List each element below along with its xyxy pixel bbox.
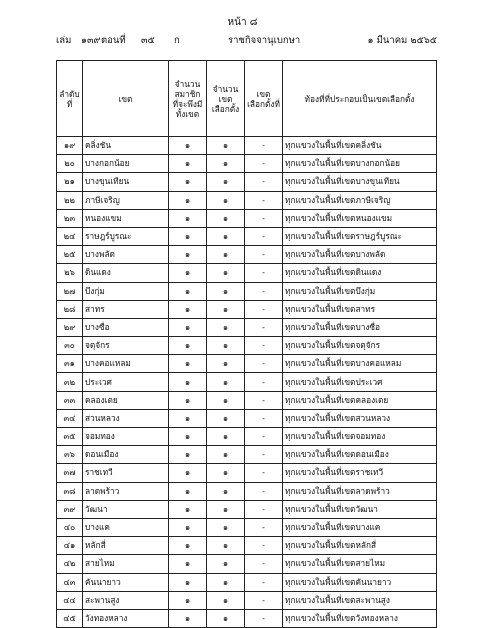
cell-order: ๓๘ (57, 482, 83, 500)
section-letter: ก (174, 35, 180, 46)
cell-district: บางกอกน้อย (83, 155, 169, 173)
part-label: ตอนที่ (101, 35, 126, 46)
cell-area: ทุกแขวงในพื้นที่เขตลาดพร้าว (283, 482, 437, 500)
cell-district: คลิ่งชัน (83, 137, 169, 155)
page-number (0, 15, 485, 30)
cell-area: ทุกแขวงในพื้นที่เขตสะพานสูง (283, 591, 437, 609)
cell-constituency-count: ๑ (207, 482, 245, 500)
cell-constituency-count: ๑ (207, 300, 245, 318)
table-row (57, 282, 437, 300)
cell-members: ๑ (169, 337, 207, 355)
cell-constituency-count: ๑ (207, 555, 245, 573)
cell-order: ๒๔ (57, 227, 83, 245)
cell-constituency-no: - (245, 609, 283, 627)
header-members: จำนวน สมาชิก ที่จะพึงมี ทั้งเขต (169, 61, 207, 137)
cell-constituency-count: ๑ (207, 428, 245, 446)
cell-constituency-no: - (245, 537, 283, 555)
table-row (57, 409, 437, 427)
cell-order: ๒๕ (57, 246, 83, 264)
header-constituency-count: จำนวน เขต เลือกตั้ง (207, 61, 245, 137)
cell-order: ๓๕ (57, 428, 83, 446)
cell-district: วังทองหลาง (83, 609, 169, 627)
cell-constituency-no: - (245, 282, 283, 300)
cell-order: ๒๑ (57, 173, 83, 191)
cell-members: ๑ (169, 173, 207, 191)
cell-constituency-no: - (245, 573, 283, 591)
cell-constituency-no: - (245, 209, 283, 227)
constituency-table (56, 60, 437, 628)
cell-area: ทุกแขวงในพื้นที่เขตราชเทวี (283, 464, 437, 482)
cell-constituency-count: ๑ (207, 573, 245, 591)
cell-constituency-count: ๑ (207, 591, 245, 609)
cell-area: ทุกแขวงในพื้นที่เขตคลิ่งชัน (283, 137, 437, 155)
table-row (57, 518, 437, 536)
cell-order: ๓๑ (57, 355, 83, 373)
cell-constituency-no: - (245, 446, 283, 464)
table-row (57, 173, 437, 191)
cell-members: ๑ (169, 609, 207, 627)
cell-district: บางซื่อ (83, 318, 169, 336)
table-row (57, 446, 437, 464)
cell-members: ๑ (169, 355, 207, 373)
cell-constituency-no: - (245, 227, 283, 245)
cell-constituency-no: - (245, 337, 283, 355)
cell-members: ๑ (169, 155, 207, 173)
table-row (57, 482, 437, 500)
cell-district: คลองเตย (83, 391, 169, 409)
cell-members: ๑ (169, 518, 207, 536)
issue-date: ๑ มีนาคม ๒๕๖๕ (367, 35, 437, 46)
cell-constituency-count: ๑ (207, 173, 245, 191)
cell-constituency-no: - (245, 264, 283, 282)
table-row (57, 227, 437, 245)
cell-constituency-no: - (245, 391, 283, 409)
cell-area: ทุกแขวงในพื้นที่เขตราษฎร์บูรณะ (283, 227, 437, 245)
table-row (57, 555, 437, 573)
cell-members: ๑ (169, 591, 207, 609)
cell-constituency-count: ๑ (207, 264, 245, 282)
cell-district: คันนายาว (83, 573, 169, 591)
cell-members: ๑ (169, 409, 207, 427)
table-row (57, 537, 437, 555)
cell-constituency-count: ๑ (207, 609, 245, 627)
cell-constituency-no: - (245, 464, 283, 482)
cell-district: สะพานสูง (83, 591, 169, 609)
cell-district: บางคอแหลม (83, 355, 169, 373)
cell-order: ๒๗ (57, 282, 83, 300)
table-row (57, 318, 437, 336)
cell-members: ๑ (169, 318, 207, 336)
header-order: ลำดับ ที่ (57, 61, 83, 137)
cell-area: ทุกแขวงในพื้นที่เขตบางซื่อ (283, 318, 437, 336)
cell-district: จตุจักร (83, 337, 169, 355)
table-row (57, 264, 437, 282)
cell-district: หนองแขม (83, 209, 169, 227)
cell-constituency-no: - (245, 173, 283, 191)
cell-constituency-no: - (245, 318, 283, 336)
cell-members: ๑ (169, 209, 207, 227)
cell-order: ๔๓ (57, 573, 83, 591)
cell-district: วัฒนา (83, 500, 169, 518)
cell-constituency-no: - (245, 500, 283, 518)
table-row (57, 609, 437, 627)
cell-district: ดอนเมือง (83, 446, 169, 464)
table-row (57, 591, 437, 609)
cell-order: ๓๙ (57, 500, 83, 518)
table-row (57, 500, 437, 518)
cell-district: ราษฎร์บูรณะ (83, 227, 169, 245)
table-row (57, 355, 437, 373)
table-header-row (57, 61, 437, 137)
cell-order: ๒๓ (57, 209, 83, 227)
cell-district: ประเวศ (83, 373, 169, 391)
cell-area: ทุกแขวงในพื้นที่เขตภาษีเจริญ (283, 191, 437, 209)
cell-district: บางพลัด (83, 246, 169, 264)
table-row (57, 428, 437, 446)
cell-constituency-count: ๑ (207, 191, 245, 209)
cell-constituency-count: ๑ (207, 227, 245, 245)
cell-district: ดินแดง (83, 264, 169, 282)
cell-constituency-no: - (245, 591, 283, 609)
cell-order: ๓๒ (57, 373, 83, 391)
table-row (57, 191, 437, 209)
cell-constituency-count: ๑ (207, 373, 245, 391)
cell-members: ๑ (169, 391, 207, 409)
cell-members: ๑ (169, 227, 207, 245)
cell-district: บึงกุ่ม (83, 282, 169, 300)
cell-area: ทุกแขวงในพื้นที่เขตสวนหลวง (283, 409, 437, 427)
cell-area: ทุกแขวงในพื้นที่เขตสาทร (283, 300, 437, 318)
cell-order: ๔๕ (57, 609, 83, 627)
cell-area: ทุกแขวงในพื้นที่เขตวัฒนา (283, 500, 437, 518)
cell-members: ๑ (169, 428, 207, 446)
cell-constituency-count: ๑ (207, 500, 245, 518)
cell-members: ๑ (169, 191, 207, 209)
cell-district: สวนหลวง (83, 409, 169, 427)
running-head (56, 33, 437, 47)
cell-constituency-no: - (245, 246, 283, 264)
cell-order: ๔๐ (57, 518, 83, 536)
cell-district: บางแค (83, 518, 169, 536)
cell-constituency-count: ๑ (207, 355, 245, 373)
table-row (57, 155, 437, 173)
cell-area: ทุกแขวงในพื้นที่เขตจอมทอง (283, 428, 437, 446)
cell-district: สายไหม (83, 555, 169, 573)
table-row (57, 464, 437, 482)
table-row (57, 391, 437, 409)
page-number-label: หน้า (227, 17, 247, 28)
cell-order: ๒๘ (57, 300, 83, 318)
cell-constituency-count: ๑ (207, 155, 245, 173)
table-body (57, 137, 437, 628)
cell-constituency-no: - (245, 373, 283, 391)
cell-constituency-no: - (245, 482, 283, 500)
cell-order: ๓๔ (57, 409, 83, 427)
cell-area: ทุกแขวงในพื้นที่เขตคันนายาว (283, 573, 437, 591)
table-row (57, 337, 437, 355)
cell-members: ๑ (169, 300, 207, 318)
cell-order: ๔๔ (57, 591, 83, 609)
cell-constituency-no: - (245, 518, 283, 536)
cell-district: สาทร (83, 300, 169, 318)
cell-area: ทุกแขวงในพื้นที่เขตบางขุนเทียน (283, 173, 437, 191)
cell-constituency-count: ๑ (207, 318, 245, 336)
cell-order: ๔๒ (57, 555, 83, 573)
cell-constituency-no: - (245, 555, 283, 573)
cell-area: ทุกแขวงในพื้นที่เขตบางพลัด (283, 246, 437, 264)
cell-members: ๑ (169, 464, 207, 482)
cell-order: ๒๒ (57, 191, 83, 209)
table-row (57, 373, 437, 391)
cell-order: ๒๙ (57, 318, 83, 336)
cell-district: ภาษีเจริญ (83, 191, 169, 209)
table-row (57, 573, 437, 591)
cell-order: ๓๖ (57, 446, 83, 464)
cell-constituency-count: ๑ (207, 446, 245, 464)
gazette-title: ราชกิจจานุเบกษา (228, 35, 301, 46)
cell-constituency-count: ๑ (207, 246, 245, 264)
cell-order: ๓๐ (57, 337, 83, 355)
cell-order: ๒๐ (57, 155, 83, 173)
cell-district: หลักสี่ (83, 537, 169, 555)
cell-constituency-count: ๑ (207, 137, 245, 155)
cell-members: ๑ (169, 264, 207, 282)
cell-members: ๑ (169, 500, 207, 518)
header-area: ท้องที่ที่ประกอบเป็นเขตเลือกตั้ง (283, 61, 437, 137)
table-row (57, 300, 437, 318)
volume-number: ๑๓๙ (81, 35, 101, 46)
cell-area: ทุกแขวงในพื้นที่เขตดอนเมือง (283, 446, 437, 464)
cell-area: ทุกแขวงในพื้นที่เขตบางคอแหลม (283, 355, 437, 373)
cell-area: ทุกแขวงในพื้นที่เขตประเวศ (283, 373, 437, 391)
cell-constituency-no: - (245, 137, 283, 155)
cell-members: ๑ (169, 373, 207, 391)
cell-area: ทุกแขวงในพื้นที่เขตหลักสี่ (283, 537, 437, 555)
page-number-value: ๘ (249, 17, 258, 28)
cell-constituency-no: - (245, 155, 283, 173)
cell-members: ๑ (169, 555, 207, 573)
cell-area: ทุกแขวงในพื้นที่เขตสายไหม (283, 555, 437, 573)
cell-members: ๑ (169, 446, 207, 464)
cell-order: ๑๙ (57, 137, 83, 155)
cell-members: ๑ (169, 246, 207, 264)
cell-district: บางขุนเทียน (83, 173, 169, 191)
cell-constituency-count: ๑ (207, 391, 245, 409)
cell-constituency-no: - (245, 428, 283, 446)
header-constituency-no: เขต เลือกตั้งที่ (245, 61, 283, 137)
cell-constituency-no: - (245, 355, 283, 373)
cell-constituency-count: ๑ (207, 518, 245, 536)
cell-area: ทุกแขวงในพื้นที่เขตคลองเตย (283, 391, 437, 409)
cell-area: ทุกแขวงในพื้นที่เขตจตุจักร (283, 337, 437, 355)
cell-constituency-count: ๑ (207, 537, 245, 555)
table-row (57, 246, 437, 264)
cell-order: ๓๗ (57, 464, 83, 482)
cell-area: ทุกแขวงในพื้นที่เขตบึงกุ่ม (283, 282, 437, 300)
cell-members: ๑ (169, 573, 207, 591)
cell-constituency-count: ๑ (207, 464, 245, 482)
cell-district: ราชเทวี (83, 464, 169, 482)
cell-constituency-no: - (245, 300, 283, 318)
cell-constituency-no: - (245, 409, 283, 427)
volume-label: เล่ม (56, 35, 72, 46)
cell-area: ทุกแขวงในพื้นที่เขตบางแค (283, 518, 437, 536)
cell-order: ๔๑ (57, 537, 83, 555)
cell-district: จอมทอง (83, 428, 169, 446)
cell-district: ลาดพร้าว (83, 482, 169, 500)
cell-constituency-count: ๑ (207, 409, 245, 427)
cell-area: ทุกแขวงในพื้นที่เขตดินแดง (283, 264, 437, 282)
table-row (57, 209, 437, 227)
part-number: ๓๕ (141, 35, 155, 46)
cell-constituency-count: ๑ (207, 282, 245, 300)
header-district: เขต (83, 61, 169, 137)
table-row (57, 137, 437, 155)
cell-area: ทุกแขวงในพื้นที่เขตบางกอกน้อย (283, 155, 437, 173)
cell-area: ทุกแขวงในพื้นที่เขตหนองแขม (283, 209, 437, 227)
cell-constituency-count: ๑ (207, 209, 245, 227)
cell-constituency-no: - (245, 191, 283, 209)
cell-members: ๑ (169, 482, 207, 500)
cell-area: ทุกแขวงในพื้นที่เขตวังทองหลาง (283, 609, 437, 627)
cell-members: ๑ (169, 282, 207, 300)
cell-order: ๒๖ (57, 264, 83, 282)
cell-constituency-count: ๑ (207, 337, 245, 355)
cell-order: ๓๓ (57, 391, 83, 409)
cell-members: ๑ (169, 537, 207, 555)
cell-members: ๑ (169, 137, 207, 155)
